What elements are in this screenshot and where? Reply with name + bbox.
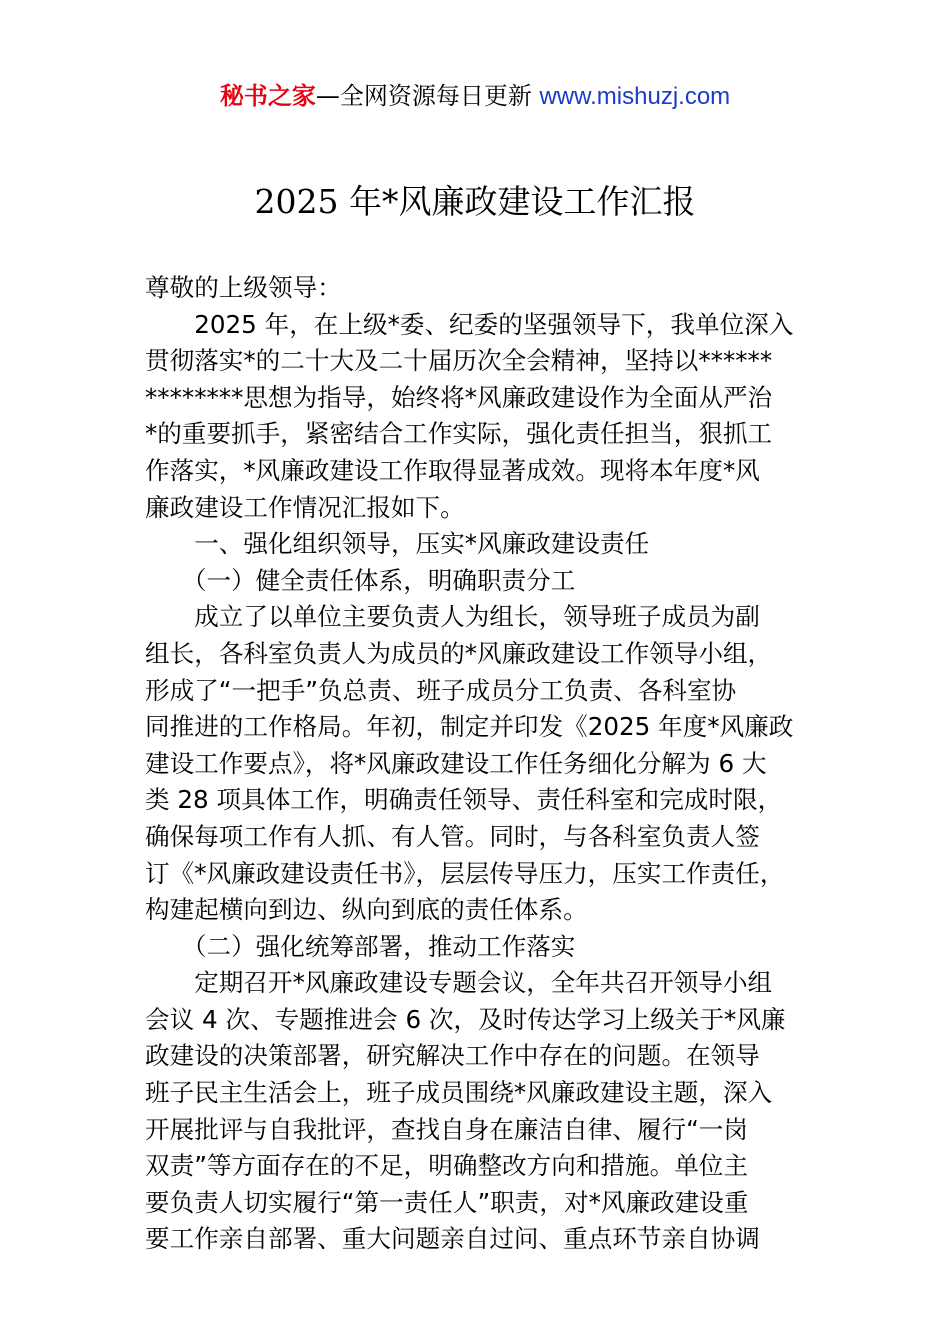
subsection-heading: （二）强化统筹部署，推动工作落实 [145, 931, 576, 961]
document-title: 2025 年*风廉政建设工作汇报 [254, 182, 696, 221]
banner-url-link[interactable]: www.mishuzj.com [539, 83, 731, 110]
body-line: 廉政建设工作情况汇报如下。 [145, 492, 465, 522]
document-body [145, 270, 813, 1258]
site-banner [0, 78, 950, 115]
body-line: ********思想为指导，始终将*风廉政建设作为全面从严治 [145, 382, 773, 412]
body-line: 尊敬的上级领导： [145, 273, 342, 302]
body-line: 双责”等方面存在的不足，明确整改方向和措施。单位主 [145, 1151, 748, 1181]
body-line: 定期召开*风廉政建设专题会议，全年共召开领导小组 [145, 968, 773, 998]
body-line: 类 28 项具体工作，明确责任领导、责任科室和完成时限， [145, 785, 783, 815]
body-line: 成立了以单位主要负责人为组长，领导班子成员为副 [145, 602, 760, 632]
body-line: 政建设的决策部署，研究解决工作中存在的问题。在领导 [145, 1041, 760, 1071]
body-line: 同推进的工作格局。年初，制定并印发《2025 年度*风廉政 [145, 712, 794, 742]
subsection-heading: （一）健全责任体系，明确职责分工 [145, 565, 576, 595]
body-line: 贯彻落实*的二十大及二十届历次全会精神，坚持以****** [145, 346, 773, 376]
body-line: 形成了“一把手”负总责、班子成员分工负责、各科室协 [145, 675, 737, 705]
banner-tagline: —全网资源每日更新 [315, 82, 540, 110]
body-line: 开展批评与自我批评，查找自身在廉洁自律、履行“一岗 [145, 1114, 748, 1144]
body-line: 2025 年，在上级*委、纪委的坚强领导下，我单位深入 [145, 309, 794, 339]
body-line: 组长，各科室负责人为成员的*风廉政建设工作领导小组， [145, 638, 773, 668]
banner-brand: 秘书之家 [219, 82, 316, 110]
section-heading: 一、强化组织领导，压实*风廉政建设责任 [145, 529, 650, 559]
body-line: 要负责人切实履行“第一责任人”职责，对*风廉政建设重 [145, 1187, 749, 1217]
body-line: 班子民主生活会上，班子成员围绕*风廉政建设主题，深入 [145, 1078, 773, 1108]
body-line: 确保每项工作有人抓、有人管。同时，与各科室负责人签 [145, 821, 760, 851]
body-line: 要工作亲自部署、重大问题亲自过问、重点环节亲自协调 [145, 1224, 760, 1254]
body-line: 作落实，*风廉政建设工作取得显著成效。现将本年度*风 [145, 455, 760, 485]
body-line: 建设工作要点》，将*风廉政建设工作任务细化分解为 6 大 [145, 748, 767, 778]
body-line: 构建起横向到边、纵向到底的责任体系。 [145, 895, 588, 925]
body-line: 订《*风廉政建设责任书》，层层传导压力，压实工作责任， [145, 858, 785, 888]
body-line: 会议 4 次、专题推进会 6 次，及时传达学习上级关于*风廉 [145, 1004, 786, 1034]
body-line: *的重要抓手，紧密结合工作实际，强化责任担当，狠抓工 [145, 419, 773, 449]
